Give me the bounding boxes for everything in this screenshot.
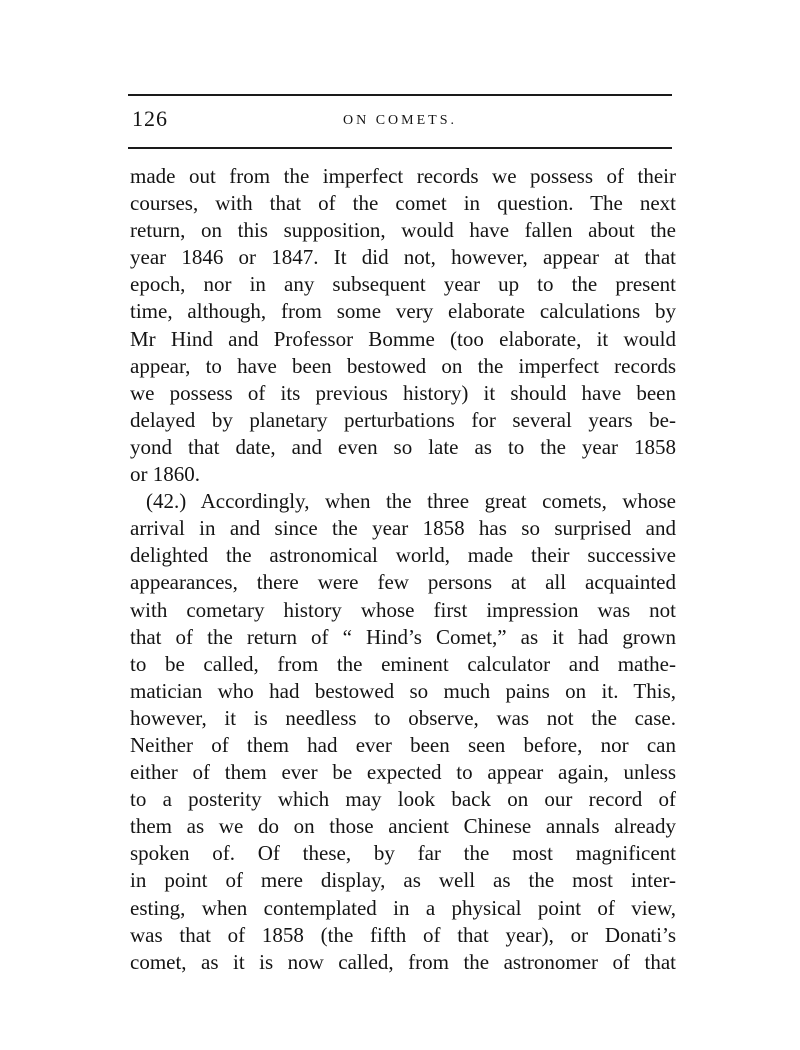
text-line: was that of 1858 (the fifth of that year), or Donati’s xyxy=(130,922,676,947)
page-number: 126 xyxy=(132,106,168,131)
running-title: ON COMETS. xyxy=(342,113,457,128)
text-line: to be called, from the eminent calculator and mathe- xyxy=(130,651,676,676)
text-line: comet, as it is now called, from the astronomer of that xyxy=(130,949,676,974)
text-line: esting, when contemplated in a physical point of view, xyxy=(130,895,676,920)
text-line: them as we do on those ancient Chinese annals already xyxy=(130,814,676,839)
text-line: return, on this supposition, would have fallen about the xyxy=(130,218,676,243)
header-rule-bottom xyxy=(128,147,672,149)
text-line: either of them ever be expected to appear again, unless xyxy=(130,760,676,785)
section-start-line: (42.) Accordingly, when the three great comets, whose xyxy=(146,489,676,514)
text-line: courses, with that of the comet in question. The next xyxy=(130,191,676,216)
text-line: arrival in and since the year 1858 has so surprised and xyxy=(130,516,676,541)
text-line: spoken of. Of these, by far the most magnificent xyxy=(130,841,676,866)
text-line: however, it is needless to observe, was not the case. xyxy=(130,705,676,730)
running-header xyxy=(128,104,672,138)
text-line: year 1846 or 1847. It did not, however, appear at that xyxy=(130,245,676,270)
text-line: with cometary history whose first impression was not xyxy=(130,597,676,622)
text-line: yond that date, and even so late as to the year 1858 xyxy=(130,434,676,459)
text-line: time, although, from some very elaborate calculations by xyxy=(130,299,676,324)
body-text xyxy=(130,163,676,976)
text-line: appear, to have been bestowed on the imperfect records xyxy=(130,353,676,378)
text-line: in point of mere display, as well as the most inter- xyxy=(130,868,676,893)
header-rule-top xyxy=(128,94,672,96)
text-line: appearances, there were few persons at all acquainted xyxy=(130,570,676,595)
text-line: epoch, nor in any subsequent year up to the present xyxy=(130,272,676,297)
text-line: Mr Hind and Professor Bomme (too elaborate, it would xyxy=(130,326,676,351)
paragraph-end-line: or 1860. xyxy=(130,462,200,487)
text-line: to a posterity which may look back on our record of xyxy=(130,787,676,812)
text-line: matician who had bestowed so much pains on it. This, xyxy=(130,678,676,703)
text-line: made out from the imperfect records we possess of their xyxy=(130,164,676,188)
text-line: delayed by planetary perturbations for several years be- xyxy=(130,407,676,432)
text-line: Neither of them had ever been seen before, nor can xyxy=(130,732,676,757)
text-line: we possess of its previous history) it should have been xyxy=(130,380,676,405)
text-line: that of the return of “ Hind’s Comet,” as it had grown xyxy=(130,624,676,649)
text-line: delighted the astronomical world, made their successive xyxy=(130,543,676,568)
